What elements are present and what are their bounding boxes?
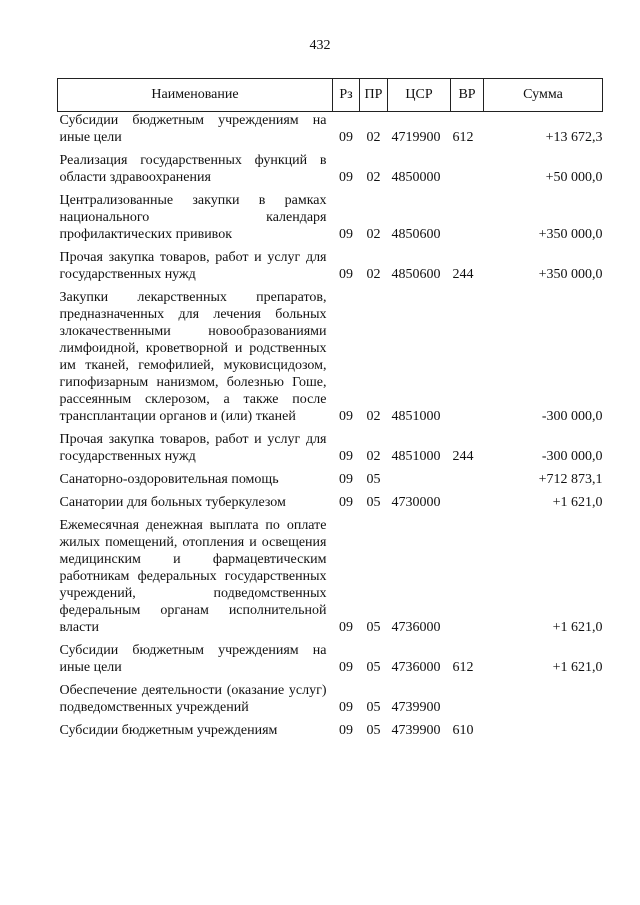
row-name: Реализация государственных функций в области здравоохранения [59, 153, 327, 185]
row-vr: 244 [452, 449, 474, 464]
row-name: Субсидии бюджетным учреждениям [59, 723, 278, 738]
table-row [58, 192, 603, 249]
row-rz: 09 [339, 227, 353, 242]
row-csr: 4736000 [391, 660, 441, 675]
row-pr: 05 [366, 495, 381, 510]
row-csr [388, 471, 451, 494]
row-csr: 4850000 [391, 170, 441, 185]
table-row [58, 249, 603, 289]
table-header-row [58, 79, 603, 112]
row-sum: +1 621,0 [552, 495, 603, 510]
row-sum: +1 621,0 [552, 660, 603, 675]
row-vr [451, 152, 484, 192]
row-rz: 09 [339, 130, 353, 145]
table-row [58, 517, 603, 642]
table-row [58, 152, 603, 192]
row-csr: 4850600 [391, 227, 441, 242]
row-pr: 05 [366, 700, 381, 715]
table-row [58, 289, 603, 431]
row-sum [484, 682, 603, 722]
header-name: Наименование [58, 79, 333, 112]
row-pr: 05 [366, 472, 381, 487]
row-rz: 09 [339, 472, 353, 487]
budget-table [57, 78, 603, 745]
header-vr: ВР [451, 79, 484, 112]
row-pr: 05 [366, 723, 381, 738]
row-vr: 612 [452, 660, 474, 675]
row-pr: 02 [366, 170, 381, 185]
table-row [58, 494, 603, 517]
row-pr: 02 [366, 267, 381, 282]
page-number: 432 [309, 38, 331, 53]
row-csr: 4719900 [391, 130, 441, 145]
row-rz: 09 [339, 449, 353, 464]
row-vr [451, 289, 484, 431]
table-row [58, 431, 603, 471]
row-sum: -300 000,0 [541, 409, 603, 424]
row-sum: +350 000,0 [538, 267, 603, 282]
row-pr: 02 [366, 409, 381, 424]
row-name: Субсидии бюджетным учреждениям на иные цели [59, 113, 327, 145]
row-name: Централизованные закупки в рамках национального календаря профилактических прививок [59, 193, 327, 242]
row-name: Санатории для больных туберкулезом [59, 495, 286, 510]
row-sum: +13 672,3 [545, 130, 603, 145]
row-csr: 4739900 [391, 700, 441, 715]
row-name: Обеспечение деятельности (оказание услуг) подведомственных учреждений [59, 683, 327, 715]
row-rz: 09 [339, 267, 353, 282]
row-name: Прочая закупка товаров, работ и услуг для государственных нужд [59, 250, 327, 282]
row-rz: 09 [339, 620, 353, 635]
row-sum: +50 000,0 [545, 170, 603, 185]
row-sum: -300 000,0 [541, 449, 603, 464]
row-csr: 4850600 [391, 267, 441, 282]
row-vr [451, 192, 484, 249]
row-pr: 02 [366, 449, 381, 464]
row-name: Закупки лекарственных препаратов, предназначенных для лечения больных злокачественными новообразованиями лимфоидной, кроветворной и родственных им тканей, гемофилией, муковисцидозом, гипофизарным нанизмом, болезнью Гоше, рассеянным склерозом, а также после трансплантации органов и (или) тканей [59, 290, 327, 424]
row-pr: 05 [366, 620, 381, 635]
header-rz: Рз [333, 79, 360, 112]
row-sum [484, 722, 603, 745]
row-vr [451, 517, 484, 642]
row-rz: 09 [339, 660, 353, 675]
table-row [58, 642, 603, 682]
row-sum: +1 621,0 [552, 620, 603, 635]
row-rz: 09 [339, 409, 353, 424]
row-vr [451, 682, 484, 722]
row-vr [451, 471, 484, 494]
row-pr: 05 [366, 660, 381, 675]
row-pr: 02 [366, 227, 381, 242]
table-row [58, 682, 603, 722]
row-vr: 610 [452, 723, 474, 738]
row-name: Ежемесячная денежная выплата по оплате жилых помещений, отопления и освещения медицинским и фармацевтическим работникам федеральных государственных учреждений, подведомственных федеральным органам исполнительной власти [59, 518, 327, 635]
row-name: Прочая закупка товаров, работ и услуг для государственных нужд [59, 432, 327, 464]
row-sum: +712 873,1 [538, 472, 603, 487]
row-rz: 09 [339, 723, 353, 738]
row-csr: 4851000 [391, 449, 441, 464]
table-row [58, 112, 603, 153]
row-csr: 4736000 [391, 620, 441, 635]
row-csr: 4851000 [391, 409, 441, 424]
row-sum: +350 000,0 [538, 227, 603, 242]
row-vr [451, 494, 484, 517]
row-rz: 09 [339, 700, 353, 715]
row-vr: 244 [452, 267, 474, 282]
table-row [58, 722, 603, 745]
row-pr: 02 [366, 130, 381, 145]
header-csr: ЦСР [388, 79, 451, 112]
row-vr: 612 [452, 130, 474, 145]
row-name: Санаторно-оздоровительная помощь [59, 472, 279, 487]
row-rz: 09 [339, 495, 353, 510]
row-csr: 4730000 [391, 495, 441, 510]
row-rz: 09 [339, 170, 353, 185]
row-csr: 4739900 [391, 723, 441, 738]
header-pr: ПР [360, 79, 388, 112]
row-name: Субсидии бюджетным учреждениям на иные цели [59, 643, 327, 675]
header-sum: Сумма [484, 79, 603, 112]
table-row [58, 471, 603, 494]
